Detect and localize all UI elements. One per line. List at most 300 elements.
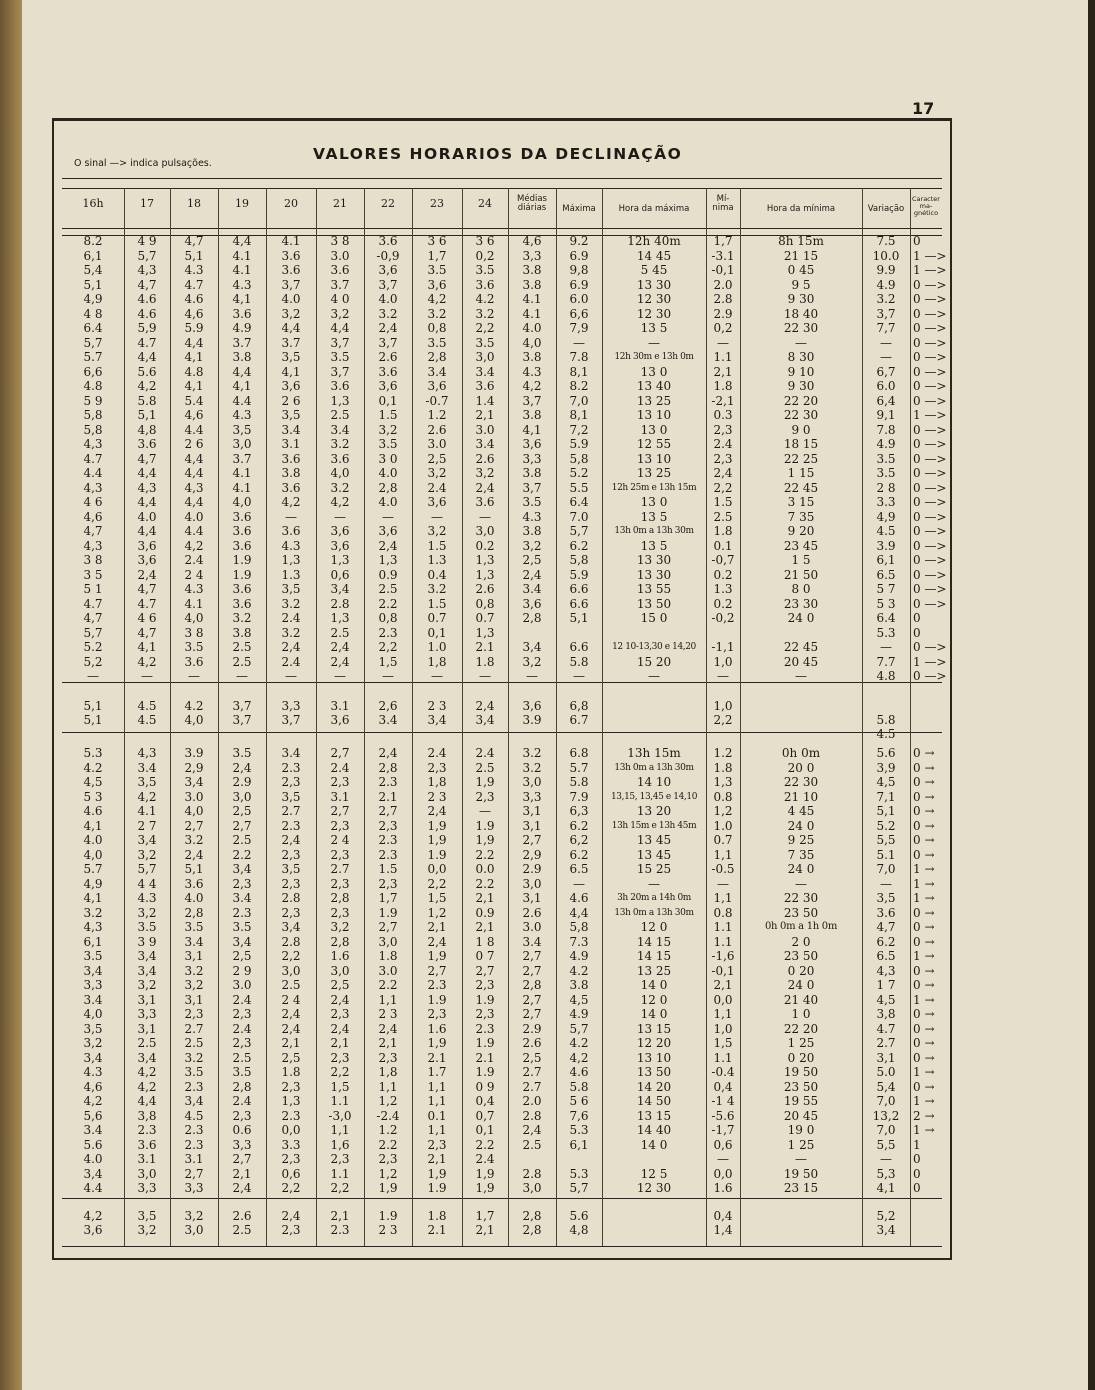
table-cell: 6.6 [569, 640, 589, 654]
table-cell: 12 5 [640, 1166, 668, 1181]
table-cell: 5,1 [83, 277, 103, 292]
table-cell: 5,7 [569, 1181, 589, 1195]
table-cell: 2.6 [378, 350, 398, 364]
table-cell: 2,7 [522, 992, 542, 1007]
table-cell: 2,7 [522, 949, 542, 963]
table-cell: 13 40 [636, 379, 672, 393]
table-cell: 3.4 [83, 992, 103, 1007]
table-cell: 4.0 [184, 509, 204, 524]
table-cell: 8,1 [569, 364, 589, 379]
table-cell: 2,3 [330, 1152, 350, 1166]
table-cell: 20 45 [783, 1108, 819, 1123]
table-cell: 1.1 [330, 1166, 350, 1181]
table-cell: 22 30 [783, 408, 819, 422]
table-cell: 1 8 [475, 934, 495, 949]
table-cell: 4,6 [184, 306, 204, 321]
table-cell: 19 50 [783, 1166, 819, 1181]
table-cell: -0,2 [711, 611, 735, 625]
table-cell: 3.5 [184, 920, 204, 934]
table-cell: 4.2 [184, 699, 204, 713]
table-cell: 1,9 [427, 818, 447, 833]
table-cell: 4.5 [184, 1108, 204, 1123]
table-cell: 3,4 [427, 713, 447, 727]
table-cell: 2,4 [475, 699, 495, 713]
table-cell: 3,0 [137, 1166, 157, 1181]
table-cell: 0 [913, 1152, 921, 1166]
table-cell: 3.2 [522, 760, 542, 775]
table-cell: 2,2 [281, 1181, 301, 1195]
table-cell: 4,6 [522, 234, 542, 248]
table-cell: 3,5 [137, 775, 157, 789]
table-cell: 1,5 [427, 891, 447, 905]
table-cell: 6.2 [569, 847, 589, 862]
table-cell: 4 6 [137, 611, 157, 625]
table-row [0, 746, 1095, 760]
table-cell: 0 45 [787, 263, 815, 277]
table-cell: 7,9 [569, 321, 589, 335]
table-cell: 3,0 [330, 963, 350, 978]
table-cell: 13h 15m e 13h 45m [611, 820, 697, 831]
table-cell: 21 10 [783, 789, 819, 804]
table-cell: 3,3 [137, 1007, 157, 1021]
column-header: Máxima [562, 204, 596, 214]
table-cell: 1,5 [330, 1079, 350, 1094]
table-cell: 13 25 [636, 963, 672, 978]
column-header: Hora da mínima [766, 204, 836, 214]
table-cell: 4.7 [83, 596, 103, 611]
table-cell: 5.2 [83, 640, 103, 654]
table-cell: 1,7 [378, 891, 398, 905]
table-row [0, 920, 1095, 934]
table-cell: 7,0 [569, 393, 589, 408]
table-cell: — [648, 335, 660, 350]
table-cell: 2,3 [713, 451, 733, 466]
table-cell: 1 → [913, 1123, 935, 1137]
table-cell: 6.5 [876, 949, 896, 963]
table-cell: 5.2 [569, 466, 589, 480]
table-cell: 3,2 [83, 1036, 103, 1050]
table-cell: 1 —> [913, 263, 947, 277]
table-cell: 4,4 [232, 364, 252, 379]
table-cell: — [717, 335, 729, 350]
table-cell: 4,3 [137, 263, 157, 277]
table-cell: 4.6 [569, 1065, 589, 1079]
table-cell: 3,9 [876, 760, 896, 775]
table-cell: 0,1 [378, 393, 398, 408]
table-cell: 0 20 [787, 1050, 815, 1065]
table-cell: 2,3 [475, 1007, 495, 1021]
table-cell: 2,7 [522, 833, 542, 847]
table-row [0, 481, 1095, 495]
table-cell: 3,0 [281, 963, 301, 978]
table-row [0, 437, 1095, 451]
table-cell: 0 —> [913, 495, 947, 509]
table-row [0, 278, 1095, 292]
table-cell: -0,7 [711, 553, 735, 567]
table-cell: 2.1 [378, 789, 398, 804]
table-cell: 3.0 [184, 789, 204, 804]
table-cell: 3.8 [522, 263, 542, 277]
table-cell: 5.6 [876, 746, 896, 760]
table-cell: 2.3 [184, 1137, 204, 1152]
table-cell: 0 —> [913, 335, 947, 350]
table-cell: 0.8 [713, 905, 733, 920]
table-cell: 0,8 [378, 611, 398, 625]
table-cell: 3.2 [876, 292, 896, 306]
table-cell: 3.0 [475, 422, 495, 437]
table-cell: 1.8 [281, 1065, 301, 1079]
table-cell: 2,3 [281, 1079, 301, 1094]
table-cell: 1 → [913, 1094, 935, 1108]
table-cell: 3.8 [281, 466, 301, 480]
table-cell: 2.4 [184, 553, 204, 567]
table-cell: 5.5 [569, 480, 589, 495]
table-cell: 5,1 [876, 804, 896, 818]
table-cell: 4.9 [569, 949, 589, 963]
table-cell: 2,1 [427, 1152, 447, 1166]
table-cell: 3.4 [330, 422, 350, 437]
column-header: 16h [82, 197, 104, 210]
table-cell: 2.8 [713, 292, 733, 306]
table-cell: 14 15 [636, 949, 672, 963]
page-title: VALORES HORARIOS DA DECLINAÇÃO [313, 145, 683, 163]
table-cell: 0 → [913, 1050, 935, 1065]
table-cell: 3.1 [184, 1152, 204, 1166]
table-cell: 4,7 [137, 582, 157, 596]
table-cell: 2,7 [184, 818, 204, 833]
table-cell: 2,8 [522, 1209, 542, 1223]
table-cell: 3.7 [232, 451, 252, 466]
table-cell: — [431, 509, 443, 524]
table-cell: 4.1 [184, 596, 204, 611]
table-cell: -0,1 [711, 263, 735, 277]
table-cell: 3,7 [522, 393, 542, 408]
table-cell: 2 6 [281, 393, 301, 408]
table-cell: 3,5 [281, 862, 301, 876]
table-cell: 2.6 [427, 422, 447, 437]
table-cell: 4.9 [569, 1007, 589, 1021]
table-cell: 2,8 [522, 1223, 542, 1237]
table-cell: 3,0 [184, 1223, 204, 1237]
table-cell: 2,3 [713, 422, 733, 437]
table-cell: 3,0 [232, 789, 252, 804]
table-cell: 2,1 [378, 1036, 398, 1050]
table-cell: 2,1 [232, 1166, 252, 1181]
table-cell: 4,7 [83, 611, 103, 625]
table-row [0, 1022, 1095, 1036]
table-cell: 4,0 [83, 1007, 103, 1021]
table-cell: 0 → [913, 905, 935, 920]
table-cell: 0 → [913, 818, 935, 833]
table-cell: 12h 40m [627, 234, 681, 248]
rule-line [62, 1198, 942, 1199]
table-cell: — [795, 669, 807, 683]
table-cell: 0 → [913, 760, 935, 775]
table-cell: 4,3 [876, 963, 896, 978]
table-cell: 3,2 [137, 905, 157, 920]
table-cell: 4,2 [427, 292, 447, 306]
table-cell: 4,3 [83, 437, 103, 451]
table-cell: 4,5 [83, 775, 103, 789]
table-cell: 0 —> [913, 582, 947, 596]
table-cell: 13 50 [636, 1065, 672, 1079]
table-cell: 1.9 [232, 567, 252, 582]
table-cell: 20 0 [787, 760, 815, 775]
table-cell: 2.3 [378, 625, 398, 640]
table-cell: 4.0 [522, 321, 542, 335]
table-cell: — [648, 669, 660, 683]
table-cell: 3,4 [137, 963, 157, 978]
table-cell: 18 15 [783, 437, 819, 451]
table-cell: 4.0 [184, 891, 204, 905]
table-cell: 3.9 [876, 538, 896, 553]
table-cell: 3.6 [232, 524, 252, 538]
table-cell: 3.3 [876, 495, 896, 509]
table-cell: 3,4 [475, 713, 495, 727]
table-cell: 1.5 [378, 408, 398, 422]
table-row [0, 626, 1095, 640]
table-cell: — [334, 509, 346, 524]
table-row [0, 553, 1095, 567]
table-cell: 3h 20m a 14h 0m [617, 893, 691, 903]
table-cell: 5.0 [876, 1065, 896, 1079]
table-cell: 3,4 [184, 775, 204, 789]
table-cell: 1,9 [427, 1036, 447, 1050]
table-cell: 1,1 [427, 1123, 447, 1137]
table-cell: 22 25 [783, 451, 819, 466]
table-cell: — [382, 669, 394, 683]
table-row [0, 263, 1095, 277]
table-cell: 3.4 [184, 934, 204, 949]
table-cell: 0 9 [475, 1079, 495, 1094]
table-cell: 6.2 [569, 538, 589, 553]
table-cell: 3.6 [876, 905, 896, 920]
table-cell: 0 [913, 1181, 921, 1195]
table-cell: 2 3 [378, 1007, 398, 1021]
table-cell: 4.5 [137, 713, 157, 727]
table-cell: 4 9 [137, 234, 157, 248]
table-cell: 2,3 [475, 789, 495, 804]
table-cell: 3,6 [137, 553, 157, 567]
table-cell: 0 [913, 234, 921, 248]
table-cell [508, 626, 556, 640]
table-cell: 15 20 [636, 654, 672, 669]
table-cell: 1 → [913, 891, 935, 905]
table-cell: 8 30 [787, 350, 815, 364]
table-cell: 3.0 [232, 978, 252, 992]
table-cell: 2 4 [330, 833, 350, 847]
table-cell: 8 0 [791, 582, 811, 596]
table-cell: 9.9 [876, 263, 896, 277]
table-cell: 1 25 [787, 1137, 815, 1152]
table-cell: 2,2 [713, 713, 733, 727]
table-cell: 2.9 [522, 862, 542, 876]
table-cell: 2,3 [427, 1137, 447, 1152]
table-cell: 4,4 [137, 1094, 157, 1108]
table-cell: 1,9 [427, 949, 447, 963]
table-row [0, 1123, 1095, 1137]
table-row [0, 452, 1095, 466]
table-cell: 2 9 [232, 963, 252, 978]
table-cell: 3.4 [232, 891, 252, 905]
table-cell: 2,4 [137, 567, 157, 582]
table-cell: 13 5 [640, 509, 668, 524]
table-cell: 13 55 [636, 582, 672, 596]
table-cell: 3,2 [281, 306, 301, 321]
table-cell [740, 1223, 862, 1237]
table-cell: 1.8 [427, 1209, 447, 1223]
table-cell: 3.4 [427, 364, 447, 379]
table-cell: 5,1 [184, 862, 204, 876]
table-cell [913, 1223, 945, 1237]
table-cell: 2.3 [427, 978, 447, 992]
table-cell: 3,7 [281, 277, 301, 292]
table-cell: 23 45 [783, 538, 819, 553]
table-cell: 4,7 [184, 234, 204, 248]
table-cell: 2.1 [475, 1050, 495, 1065]
table-cell: 3.5 [876, 466, 896, 480]
table-cell: 2.4 [232, 1094, 252, 1108]
table-row [0, 804, 1095, 818]
column-header: 18 [187, 197, 201, 210]
table-cell: -1,1 [711, 640, 735, 654]
pulsation-note: O sinal —> indica pulsações. [74, 158, 212, 169]
table-cell [412, 727, 462, 741]
table-cell: 2.6 [522, 905, 542, 920]
table-cell: 0 —> [913, 669, 947, 683]
table-cell: 3,1 [522, 891, 542, 905]
table-cell: 4,4 [330, 321, 350, 335]
column-header: Caracter ma- gnético [912, 195, 940, 217]
table-cell: 0,0 [713, 992, 733, 1007]
table-cell: 2.2 [378, 978, 398, 992]
table-cell: 3.4 [475, 437, 495, 451]
table-cell: 4,4 [137, 524, 157, 538]
table-cell: 13,15, 13,45 e 14,10 [610, 791, 698, 802]
table-cell: 4.3 [83, 1065, 103, 1079]
table-cell: 4,1 [232, 292, 252, 306]
table-cell: 1.9 [475, 992, 495, 1007]
table-cell: 2,1 [475, 891, 495, 905]
table-cell: 4,5 [876, 992, 896, 1007]
table-cell: 2.5 [232, 1223, 252, 1237]
table-cell: 6,3 [569, 804, 589, 818]
table-cell: 2.4 [281, 611, 301, 625]
table-cell: 3,6 [378, 379, 398, 393]
table-cell: 3,2 [475, 466, 495, 480]
table-cell: 1,3 [475, 553, 495, 567]
table-cell: 9 25 [787, 833, 815, 847]
table-cell: 2,4 [232, 760, 252, 775]
mean-row [0, 1223, 1095, 1237]
table-cell: 3,7 [378, 335, 398, 350]
table-cell: 3.5 [475, 263, 495, 277]
table-cell: 0.9 [378, 567, 398, 582]
table-cell: 0 [913, 625, 921, 640]
table-cell: 3.2 [232, 611, 252, 625]
table-cell: 2,7 [522, 963, 542, 978]
table-cell [602, 1209, 706, 1223]
table-cell: 9 10 [787, 364, 815, 379]
table-cell: 12 30 [636, 1181, 672, 1195]
table-cell: 4,4 [281, 321, 301, 335]
table-cell: 2,2 [378, 640, 398, 654]
table-cell: 3 0 [378, 451, 398, 466]
table-cell: 2.1 [475, 640, 495, 654]
table-cell: 2.2 [475, 876, 495, 891]
table-row [0, 539, 1095, 553]
table-cell: 3.6 [232, 538, 252, 553]
table-cell: — [880, 335, 892, 350]
table-cell: 2,7 [232, 818, 252, 833]
table-cell: 7,0 [876, 862, 896, 876]
table-cell: 2.6 [475, 451, 495, 466]
table-cell: 2.4 [713, 437, 733, 451]
table-cell: 2.9 [713, 306, 733, 321]
table-cell: 2.9 [232, 775, 252, 789]
table-cell: 6,6 [83, 364, 103, 379]
table-cell [556, 626, 602, 640]
table-cell: 2,3 [330, 1050, 350, 1065]
table-cell [740, 727, 862, 741]
table-cell: 4.7 [83, 451, 103, 466]
table-cell: 2,5 [522, 1050, 542, 1065]
table-cell: 8,1 [569, 408, 589, 422]
table-cell: 4.6 [137, 292, 157, 306]
table-cell: 0 —> [913, 422, 947, 437]
table-cell: — [880, 350, 892, 364]
table-cell: 21 40 [783, 992, 819, 1007]
table-cell: 0,6 [713, 1137, 733, 1152]
table-cell: 3.4 [522, 934, 542, 949]
table-cell: 4,2 [137, 789, 157, 804]
table-cell: 4.1 [232, 480, 252, 495]
table-cell: 1.8 [713, 379, 733, 393]
table-cell: 5.7 [83, 862, 103, 876]
table-cell: 2.5 [522, 1137, 542, 1152]
table-cell: 6.5 [876, 567, 896, 582]
table-cell: 3,2 [378, 422, 398, 437]
table-cell: 0,6 [281, 1166, 301, 1181]
table-cell: 4.2 [569, 1036, 589, 1050]
rule-line [62, 228, 942, 229]
table-cell: 4.9 [232, 321, 252, 335]
table-cell: 0 —> [913, 393, 947, 408]
table-cell [316, 727, 364, 741]
table-row [0, 336, 1095, 350]
table-cell: 5 1 [83, 582, 103, 596]
table-cell: 23 30 [783, 596, 819, 611]
table-cell: 9 30 [787, 292, 815, 306]
table-cell: 0 → [913, 833, 935, 847]
table-cell: 15 0 [640, 611, 668, 625]
table-cell: 3.2 [184, 833, 204, 847]
table-row [0, 978, 1095, 992]
table-row [0, 891, 1095, 905]
table-row [0, 1065, 1095, 1079]
table-cell: 3.2 [475, 306, 495, 321]
table-cell: 13 20 [636, 804, 672, 818]
table-cell: 3.8 [569, 978, 589, 992]
table-cell: 3,4 [137, 833, 157, 847]
table-cell: 3.1 [281, 437, 301, 451]
table-cell: 3.9 [184, 746, 204, 760]
table-cell: 3.0 [522, 920, 542, 934]
table-cell: 1,1 [427, 1094, 447, 1108]
table-cell: 22 30 [783, 891, 819, 905]
table-cell: 6,6 [569, 306, 589, 321]
table-cell: 4,1 [184, 379, 204, 393]
